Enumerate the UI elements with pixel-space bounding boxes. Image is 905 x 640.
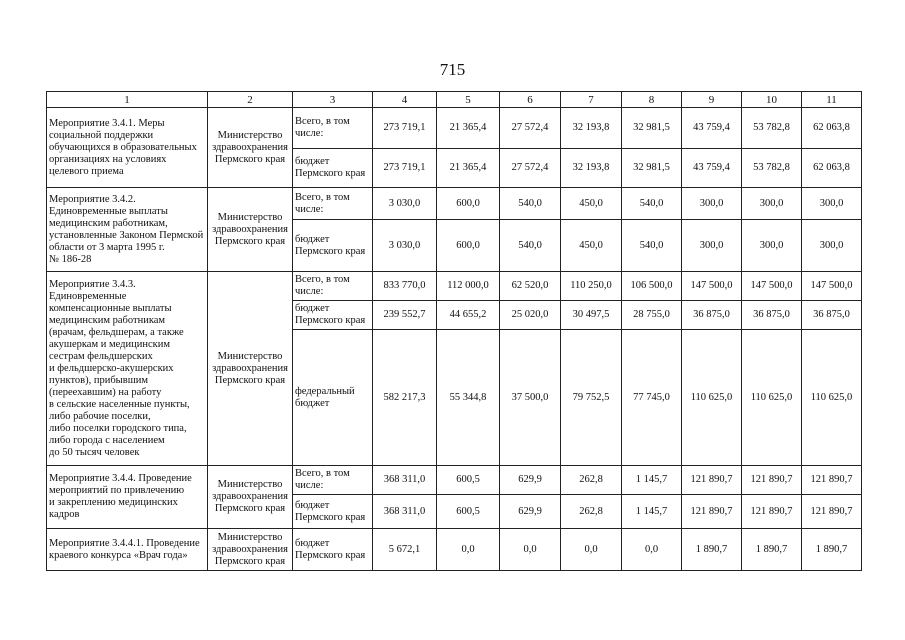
value-cell: 0,0 <box>622 529 682 571</box>
column-header: 7 <box>561 92 622 108</box>
value-cell: 110 250,0 <box>561 272 622 301</box>
value-cell: 30 497,5 <box>561 301 622 330</box>
value-cell: 300,0 <box>802 188 862 220</box>
column-header: 8 <box>622 92 682 108</box>
value-cell: 1 890,7 <box>802 529 862 571</box>
value-cell: 110 625,0 <box>682 330 742 466</box>
value-cell: 540,0 <box>622 188 682 220</box>
value-cell: 368 311,0 <box>373 466 437 495</box>
value-cell: 0,0 <box>437 529 500 571</box>
value-cell: 32 981,5 <box>622 149 682 188</box>
funding-source-cell: Всего, в том числе: <box>293 188 373 220</box>
value-cell: 36 875,0 <box>742 301 802 330</box>
page-number: 715 <box>439 60 466 79</box>
funding-source-cell: бюджет Пермского края <box>293 301 373 330</box>
value-cell: 1 890,7 <box>682 529 742 571</box>
value-cell: 77 745,0 <box>622 330 682 466</box>
value-cell: 106 500,0 <box>622 272 682 301</box>
value-cell: 273 719,1 <box>373 149 437 188</box>
event-name-cell: Мероприятие 3.4.4. Проведение мероприятий по привлечению и закреплению медицинских кадров <box>47 466 208 529</box>
value-cell: 3 030,0 <box>373 188 437 220</box>
event-name-cell: Мероприятие 3.4.2. Единовременные выплаты медицинским работникам, установленные Законом Пермской области от 3 марта 1995 г. № 186-28 <box>47 188 208 272</box>
value-cell: 600,0 <box>437 220 500 272</box>
funding-source-cell: федеральный бюджет <box>293 330 373 466</box>
value-cell: 44 655,2 <box>437 301 500 330</box>
event-name-cell: Мероприятие 3.4.1. Меры социальной поддержки обучающихся в образовательных организациях на условиях целевого приема <box>47 108 208 188</box>
column-header: 4 <box>373 92 437 108</box>
column-header: 2 <box>208 92 293 108</box>
value-cell: 273 719,1 <box>373 108 437 149</box>
value-cell: 28 755,0 <box>622 301 682 330</box>
value-cell: 21 365,4 <box>437 149 500 188</box>
value-cell: 53 782,8 <box>742 108 802 149</box>
value-cell: 27 572,4 <box>500 149 561 188</box>
value-cell: 3 030,0 <box>373 220 437 272</box>
table-row <box>47 272 862 301</box>
column-header: 6 <box>500 92 561 108</box>
value-cell: 450,0 <box>561 220 622 272</box>
table-row <box>47 466 862 495</box>
value-cell: 300,0 <box>682 220 742 272</box>
value-cell: 147 500,0 <box>682 272 742 301</box>
value-cell: 36 875,0 <box>682 301 742 330</box>
value-cell: 55 344,8 <box>437 330 500 466</box>
value-cell: 121 890,7 <box>682 495 742 529</box>
value-cell: 1 145,7 <box>622 466 682 495</box>
column-header: 9 <box>682 92 742 108</box>
value-cell: 62 063,8 <box>802 149 862 188</box>
funding-source-cell: бюджет Пермского края <box>293 529 373 571</box>
value-cell: 121 890,7 <box>742 495 802 529</box>
value-cell: 368 311,0 <box>373 495 437 529</box>
value-cell: 121 890,7 <box>802 495 862 529</box>
value-cell: 79 752,5 <box>561 330 622 466</box>
value-cell: 300,0 <box>742 188 802 220</box>
value-cell: 600,5 <box>437 466 500 495</box>
value-cell: 300,0 <box>742 220 802 272</box>
value-cell: 21 365,4 <box>437 108 500 149</box>
value-cell: 32 193,8 <box>561 149 622 188</box>
column-header: 10 <box>742 92 802 108</box>
value-cell: 540,0 <box>622 220 682 272</box>
column-header: 5 <box>437 92 500 108</box>
value-cell: 36 875,0 <box>802 301 862 330</box>
value-cell: 1 890,7 <box>742 529 802 571</box>
value-cell: 147 500,0 <box>742 272 802 301</box>
value-cell: 0,0 <box>500 529 561 571</box>
value-cell: 147 500,0 <box>802 272 862 301</box>
event-name-cell: Мероприятие 3.4.3. Единовременные компенсационные выплаты медицинским работникам (врачам, фельдшерам, а также акушеркам и медицинским сестрам фельдшерских и фельдшерско-акушерских пунктов), прибывшим (переехавшим) на работу в сельские населенные пункты, либо рабочие поселки, либо поселки городского типа, либо города с населением до 50 тысяч человек <box>47 272 208 466</box>
ministry-cell: Министерство здравоохранения Пермского края <box>208 188 293 272</box>
table-row <box>47 108 862 149</box>
value-cell: 239 552,7 <box>373 301 437 330</box>
value-cell: 62 063,8 <box>802 108 862 149</box>
value-cell: 0,0 <box>561 529 622 571</box>
value-cell: 5 672,1 <box>373 529 437 571</box>
value-cell: 582 217,3 <box>373 330 437 466</box>
value-cell: 600,5 <box>437 495 500 529</box>
funding-source-cell: бюджет Пермского края <box>293 495 373 529</box>
value-cell: 37 500,0 <box>500 330 561 466</box>
value-cell: 32 981,5 <box>622 108 682 149</box>
value-cell: 121 890,7 <box>682 466 742 495</box>
table-row <box>47 529 862 571</box>
budget-table <box>46 91 862 571</box>
event-name-cell: Мероприятие 3.4.4.1. Проведение краевого конкурса «Врач года» <box>47 529 208 571</box>
header-row <box>47 92 862 108</box>
funding-source-cell: Всего, в том числе: <box>293 466 373 495</box>
value-cell: 62 520,0 <box>500 272 561 301</box>
column-header: 3 <box>293 92 373 108</box>
value-cell: 262,8 <box>561 495 622 529</box>
value-cell: 43 759,4 <box>682 149 742 188</box>
value-cell: 43 759,4 <box>682 108 742 149</box>
column-header: 11 <box>802 92 862 108</box>
ministry-cell: Министерство здравоохранения Пермского края <box>208 466 293 529</box>
column-header: 1 <box>47 92 208 108</box>
value-cell: 32 193,8 <box>561 108 622 149</box>
value-cell: 300,0 <box>802 220 862 272</box>
value-cell: 112 000,0 <box>437 272 500 301</box>
value-cell: 833 770,0 <box>373 272 437 301</box>
funding-source-cell: бюджет Пермского края <box>293 220 373 272</box>
ministry-cell: Министерство здравоохранения Пермского края <box>208 272 293 466</box>
value-cell: 600,0 <box>437 188 500 220</box>
value-cell: 110 625,0 <box>742 330 802 466</box>
value-cell: 25 020,0 <box>500 301 561 330</box>
value-cell: 450,0 <box>561 188 622 220</box>
value-cell: 540,0 <box>500 220 561 272</box>
value-cell: 629,9 <box>500 466 561 495</box>
funding-source-cell: Всего, в том числе: <box>293 272 373 301</box>
value-cell: 629,9 <box>500 495 561 529</box>
ministry-cell: Министерство здравоохранения Пермского края <box>208 108 293 188</box>
value-cell: 1 145,7 <box>622 495 682 529</box>
value-cell: 300,0 <box>682 188 742 220</box>
value-cell: 262,8 <box>561 466 622 495</box>
value-cell: 53 782,8 <box>742 149 802 188</box>
ministry-cell: Министерство здравоохранения Пермского края <box>208 529 293 571</box>
funding-source-cell: бюджет Пермского края <box>293 149 373 188</box>
value-cell: 110 625,0 <box>802 330 862 466</box>
table-row <box>47 188 862 220</box>
value-cell: 540,0 <box>500 188 561 220</box>
value-cell: 27 572,4 <box>500 108 561 149</box>
value-cell: 121 890,7 <box>802 466 862 495</box>
value-cell: 121 890,7 <box>742 466 802 495</box>
funding-source-cell: Всего, в том числе: <box>293 108 373 149</box>
